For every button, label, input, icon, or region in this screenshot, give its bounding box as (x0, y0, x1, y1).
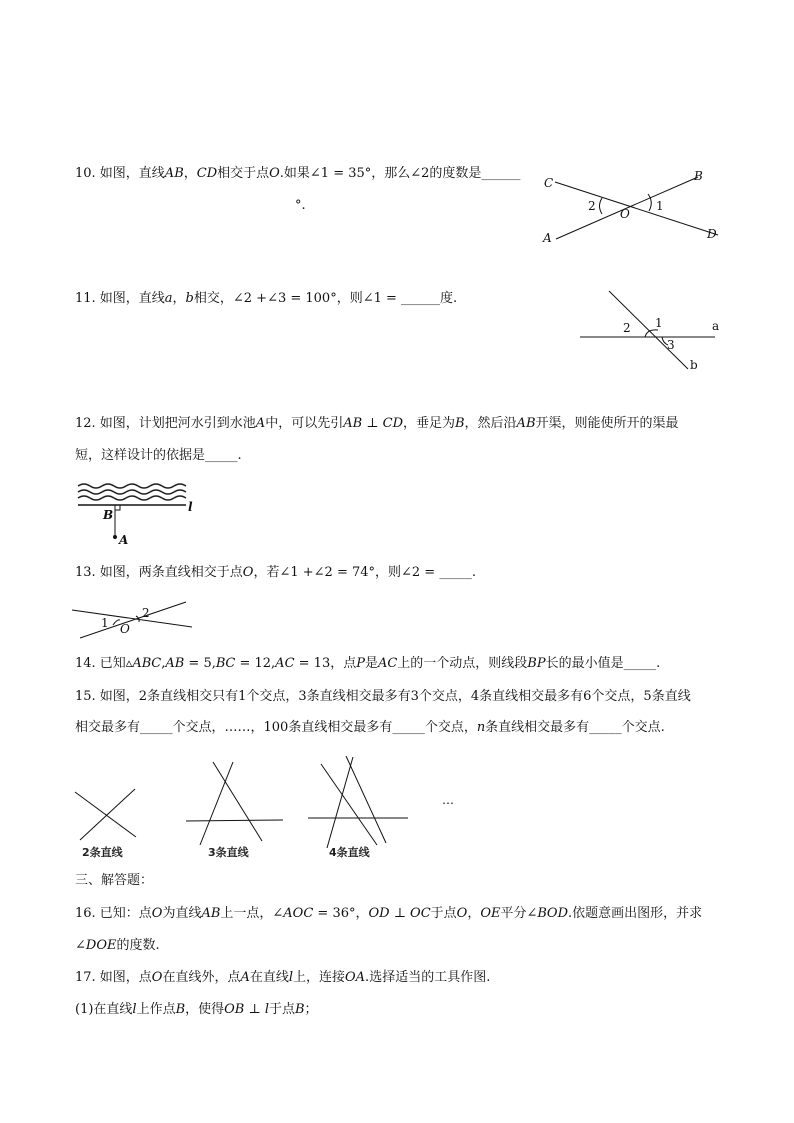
three-lines-c (186, 820, 283, 821)
q14-text: 14. 已知▵𝐴𝐵𝐶,𝐴𝐵 = 5,𝐵𝐶 = 12,𝐴𝐶 = 13，点𝑃是𝐴𝐶上的一个动点，则线段𝐵𝑃长的最小值是_____. (75, 656, 661, 671)
label-c: C (544, 176, 554, 190)
river-wave (78, 484, 186, 488)
label-b: b (690, 358, 698, 372)
q13-text: 13. 如图，两条直线相交于点𝑂，若∠1 +∠2 = 74°，则∠2 = _____. (75, 565, 476, 580)
q11-figure (575, 285, 725, 375)
point-a (113, 535, 117, 539)
q10-text: 10. 如图，直线𝐴𝐵，𝐶𝐷相交于点𝑂.如果∠1 = 35°，那么∠2的度数是______ (75, 166, 521, 181)
two-lines-a (75, 792, 136, 837)
q15-figure (70, 752, 470, 864)
label-angle2: 2 (588, 199, 596, 213)
label-a: a (712, 319, 720, 333)
label-b: B (103, 508, 114, 522)
label-angle2: 2 (623, 321, 631, 335)
angle2-arc (600, 198, 603, 214)
caption-3: 3条直线 (208, 846, 249, 859)
label-a: A (119, 533, 129, 547)
q11-text: 11. 如图，直线𝑎，𝑏相交，∠2 +∠3 = 100°，则∠1 = ______度. (75, 291, 458, 306)
q15-line1: 15. 如图，2条直线相交只有1个交点，3条直线相交最多有3个交点，4条直线相交最多有6个交点，5条直线 (75, 689, 691, 704)
q13-figure (68, 596, 198, 644)
three-lines-a (213, 762, 262, 841)
q16-line2: ∠𝐷𝑂𝐸的度数. (75, 938, 160, 953)
line-1 (72, 610, 192, 627)
line-cd (555, 182, 718, 235)
label-o: O (620, 207, 630, 221)
label-a: A (543, 231, 552, 245)
ellipsis: … (442, 793, 454, 807)
label-d: D (707, 227, 717, 241)
label-l: l (188, 500, 193, 514)
label-angle1: 1 (656, 199, 664, 213)
three-lines-b (200, 762, 233, 845)
four-lines-b (327, 757, 353, 848)
q15-line2: 相交最多有_____个交点，……，100条直线相交最多有_____个交点，𝑛条直线相交最多有_____个交点. (75, 720, 665, 735)
q10-tail: °. (295, 198, 306, 213)
line-b (609, 291, 688, 369)
line-2 (80, 602, 186, 638)
label-angle2: 2 (142, 606, 150, 620)
angle1-arc (113, 620, 120, 625)
caption-2: 2条直线 (82, 846, 123, 859)
angle1-arc (648, 194, 651, 211)
two-lines-b (80, 789, 135, 840)
label-angle3: 3 (667, 338, 675, 352)
q12-line1: 12. 如图，计划把河水引到水池𝐴中，可以先引𝐴𝐵 ⊥ 𝐶𝐷，垂足为𝐵，然后沿𝐴𝐵开渠，则能使所开的渠最 (75, 416, 679, 431)
river-wave (78, 490, 186, 494)
q17-sub1: (1)在直线𝑙上作点𝐵，使得𝑂𝐵 ⊥ 𝑙于点𝐵； (75, 1002, 318, 1017)
label-angle1: 1 (655, 316, 663, 330)
river-wave (78, 496, 186, 500)
q17-line1: 17. 如图，点𝑂在直线外，点𝐴在直线𝑙上，连接𝑂𝐴.选择适当的工具作图. (75, 970, 491, 985)
label-angle1: 1 (101, 616, 109, 630)
q16-line1: 16. 已知：点𝑂为直线𝐴𝐵上一点，∠𝐴𝑂𝐶 = 36°，𝑂𝐷 ⊥ 𝑂𝐶于点𝑂，𝑂𝐸平分∠𝐵𝑂𝐷.依题意画出图形，并求 (75, 906, 703, 921)
section-heading: 三、解答题： (75, 873, 154, 888)
caption-4: 4条直线 (329, 846, 370, 859)
q12-figure (70, 478, 210, 548)
label-b: B (694, 169, 703, 183)
label-o: O (120, 622, 130, 636)
q10-figure (530, 162, 730, 248)
q12-line2: 短，这样设计的依据是_____. (75, 448, 242, 463)
